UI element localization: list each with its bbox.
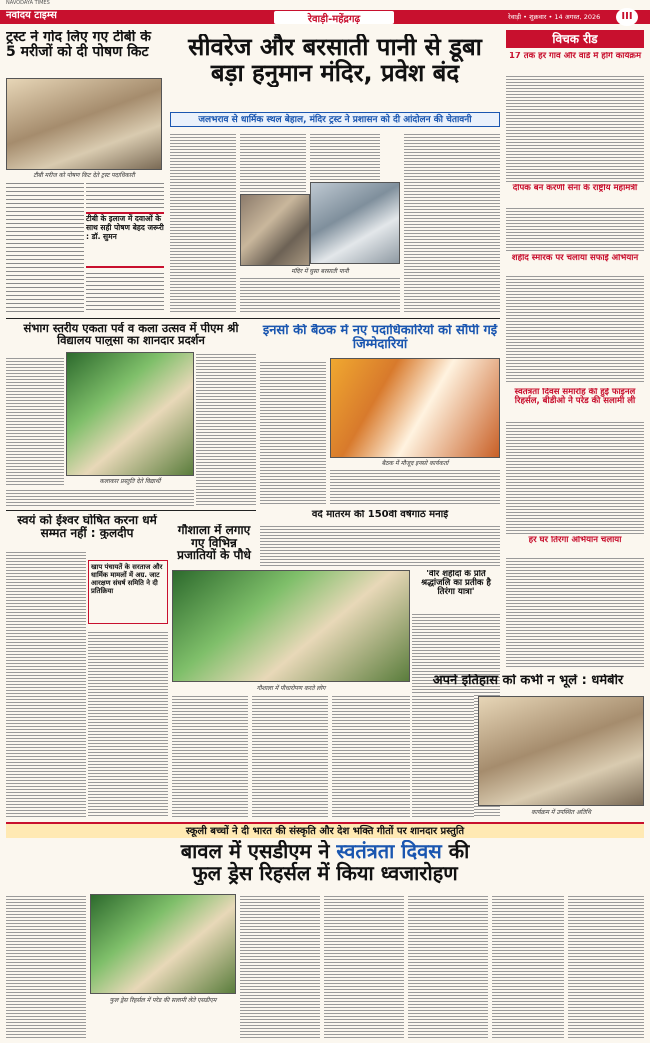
gaushala-photo [172,570,410,682]
pallusa-body-3 [6,488,194,506]
bawal-photo [90,894,236,994]
bawal-headline-highlight: स्वतंत्रता दिवस [336,840,442,863]
bawal-caption: फुल ड्रेस रिहर्सल में परेड की सलामी लेते एसडीएम [109,997,217,1004]
vichak-read-headline: 17 तक हर गांव और वार्ड में होंगे कार्यक्रम [508,52,642,61]
bawal-body-4 [408,894,488,1040]
bawal-body-5 [492,894,564,1040]
bawal-body-6 [568,894,644,1040]
kuldeep-body-1 [6,550,86,818]
tb-poshan-body [6,180,84,312]
shaheed-body [506,274,644,384]
veer-shaheed-headline: 'वीर शहीदों के प्रति श्रद्धांजलि का प्रतीक है तिरंगा यात्रा' [421,570,491,597]
newspaper-logo: नवोदय टाइम्स [6,11,57,21]
hanuman-photo [240,194,310,266]
hanuman-headline: सीवरेज और बरसाती पानी से डूबा बड़ा हनुमान मंदिर, प्रवेश बंद [188,34,482,87]
gaushala-headline: गौशाला में लगाए गए विभिन्न प्रजातियों के पौधे [177,524,251,562]
deepak-body [506,206,644,252]
vandematram-body [260,524,500,566]
gaushala-body-1 [172,694,248,818]
tb-poshan-photo [6,78,162,170]
tiranga-headline: हर घर तिरंगा अभियान चलाया [528,536,622,545]
pallusa-photo [66,352,194,476]
tb-poshan-caption: टीबी मरीज को पोषण किट देते ट्रस्ट पदाधिकारी [33,172,135,179]
pallusa-headline: संभाग स्तरीय एकता पर्व व कला उत्सव में पीएम श्री विद्यालय पालुसा का शानदार प्रदर्शन [23,322,239,347]
page-number: III [616,8,638,26]
bawal-body-2 [240,894,320,1040]
itihas-body [412,694,474,818]
masthead-small: NAVODAYA TIMES [6,0,50,6]
pallusa-caption: कलाकार प्रस्तुति देते विद्यार्थी [99,478,161,485]
gaushala-body-2 [252,694,328,818]
bawal-body-1 [6,894,86,1040]
bawal-kicker: स्कूली बच्चों ने दी भारत की संस्कृति और देश भक्ति गीतों पर शानदार प्रस्तुति [6,822,644,838]
inso-photo [330,358,500,458]
inso-caption: बैठक में मौजूद इनसो कार्यकर्ता [381,460,449,467]
tb-poshan-body-3 [86,270,164,312]
hanuman-body-2 [240,132,306,192]
bawal-headline-part-2: की [448,840,470,863]
gaushala-caption: गौशाला में पौधारोपण करते लोग [256,685,326,692]
deepak-headline: दीपक बन करणी सेना के राष्ट्रीय महामंत्री [512,184,638,193]
bawal-headline-part-3: फुल ड्रेस रिहर्सल में किया ध्वजारोहण [192,861,458,885]
inso-headline: इनसो की बैठक में नए पदाधिकारियों को सौंपी गईं जिम्मेदारियां [262,324,498,352]
hanuman-body-5 [404,132,500,312]
tb-poshan-quote [86,212,164,268]
swatantrata-headline: स्वतंत्रता दिवस समारोह की हुई फाइनल रिहर्सल, बीडीओ ने परेड की सलामी ली [514,388,636,406]
kuldeep-quote-text: खाप पंचायतें के सरताज और धार्मिक मामलों में अग्र. जाट आरक्षण संघर्ष समिति ने दी प्रतिक्रिया [91,563,163,596]
section-label: रेवाड़ी-महेंद्रगढ़ [274,11,394,24]
bawal-headline [6,840,644,885]
gaushala-body-3 [332,694,410,818]
inso-body-2 [330,468,500,506]
vichak-read-body [506,74,644,182]
tb-poshan-body-2 [86,180,164,210]
bawal-headline-part-1: बावल में एसडीएम ने [180,840,330,863]
hanuman-caption: मंदिर में घुसा बरसाती पानी [291,268,349,275]
shaheed-headline: शहीद स्मारक पर चलाया सफाई अभियान [511,254,639,263]
tb-poshan-headline: ट्रस्ट ने गोद लिए गए टीबी के 5 मरीजों को दी पोषण किट [6,30,152,60]
bawal-body-3 [324,894,404,1040]
tiranga-body [506,556,644,668]
vichak-read-title: विचक रीड [506,30,644,48]
kuldeep-body-2 [88,630,168,818]
hanuman-photo-2 [310,182,400,264]
divider [6,318,500,319]
dateline: रेवाड़ी • शुक्रवार • 14 अगस्त, 2026 [508,13,601,21]
itihas-headline: अपने इतिहास को कभी न भूलें : धर्मबीर [432,674,624,688]
vandematram-headline: वंदे मातरम की 150वीं वर्षगांठ मनाई [311,510,449,520]
swatantrata-body [506,420,644,534]
tb-poshan-quote-text: टीबी के इलाज में दवाओं के साथ सही पोषण बेहद जरूरी : डॉ. सुमन [86,214,164,241]
kuldeep-headline: स्वयं को ईश्वर घोषित करना धर्म सम्मत नहीं : कुलदीप [17,514,157,540]
hanuman-body-1 [170,132,236,312]
divider-2 [6,510,256,511]
inso-body-1 [260,360,326,506]
itihas-photo [478,696,644,806]
itihas-caption: कार्यक्रम में उपस्थित अतिथि [531,809,591,816]
pallusa-body-1 [6,356,64,486]
hanuman-deck: जलभराव से धार्मिक स्थल बेहाल, मंदिर ट्रस्ट ने प्रशासन को दी आंदोलन की चेतावनी [170,112,500,127]
pallusa-body-2 [196,352,256,506]
kuldeep-quote [88,560,168,624]
hanuman-body-4 [240,276,400,312]
hanuman-body-3 [310,132,380,180]
